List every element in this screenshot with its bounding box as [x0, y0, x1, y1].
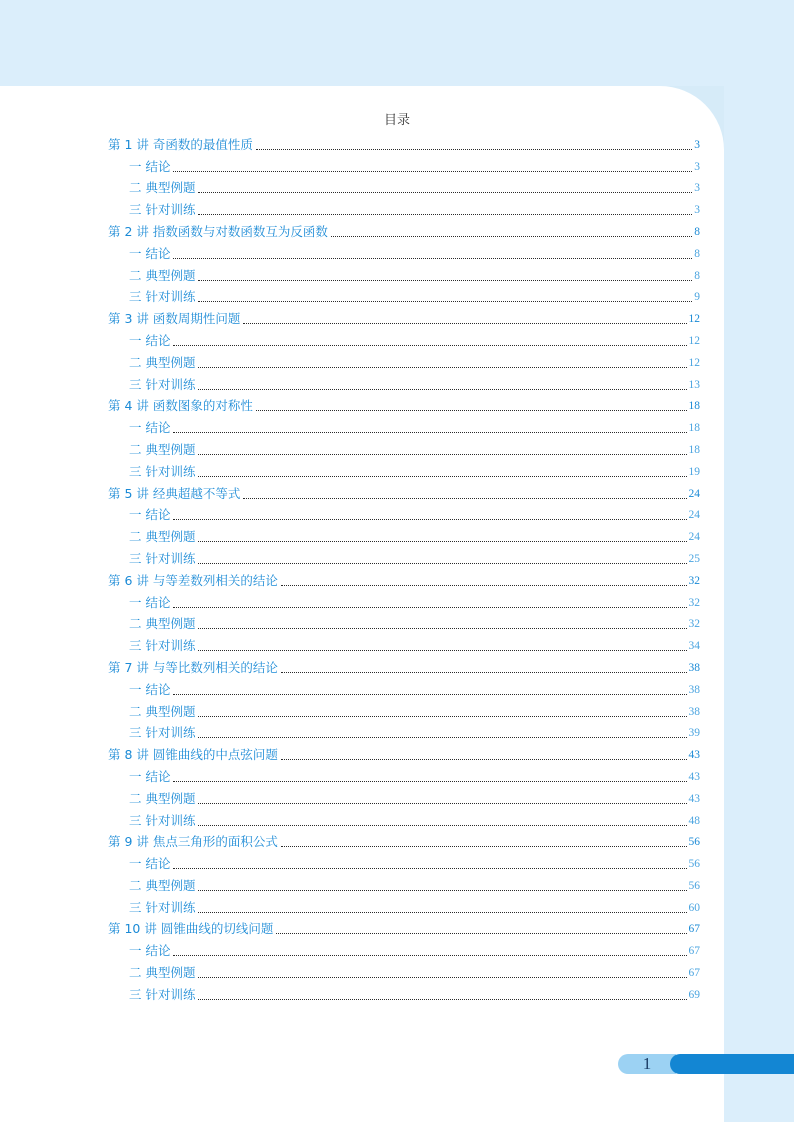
- dot-leader: [173, 955, 686, 956]
- dot-leader: [173, 258, 692, 259]
- toc-section-entry[interactable]: [108, 852, 700, 874]
- dot-leader: [198, 301, 692, 302]
- toc-entry-label: 一 结论: [129, 332, 171, 348]
- toc-entry-label: 一 结论: [129, 158, 171, 174]
- toc-entry-page: 24: [688, 487, 700, 500]
- toc-chapter-entry[interactable]: [108, 831, 700, 853]
- toc-entry-page: 67: [688, 967, 700, 980]
- toc-entry-label: 三 针对训练: [129, 725, 196, 741]
- dot-leader: [256, 149, 692, 150]
- toc-entry-label: 第 2 讲 指数函数与对数函数互为反函数: [108, 223, 328, 239]
- toc-entry-label: 二 典型例题: [129, 180, 196, 196]
- toc-section-entry[interactable]: [108, 613, 700, 635]
- dot-leader: [198, 999, 686, 1000]
- toc-chapter-entry[interactable]: [108, 220, 700, 242]
- toc-entry-page: 32: [688, 618, 700, 631]
- toc-entry-page: 12: [688, 313, 700, 326]
- dot-leader: [198, 716, 686, 717]
- dot-leader: [198, 825, 686, 826]
- toc-entry-page: 60: [688, 901, 700, 914]
- toc-chapter-entry[interactable]: [108, 395, 700, 417]
- toc-section-entry[interactable]: [108, 460, 700, 482]
- dot-leader: [198, 454, 686, 455]
- toc-entry-label: 二 典型例题: [129, 790, 196, 806]
- toc-entry-page: 12: [688, 334, 700, 347]
- toc-section-entry[interactable]: [108, 416, 700, 438]
- toc-section-entry[interactable]: [108, 155, 700, 177]
- toc-entry-label: 第 8 讲 圆锥曲线的中点弦问题: [108, 747, 278, 763]
- toc-entry-label: 一 结论: [129, 856, 171, 872]
- toc-chapter-entry[interactable]: [108, 918, 700, 940]
- toc-section-entry[interactable]: [108, 177, 700, 199]
- toc-chapter-entry[interactable]: [108, 743, 700, 765]
- dot-leader: [281, 672, 687, 673]
- toc-entry-page: 9: [694, 291, 700, 304]
- dot-leader: [198, 367, 686, 368]
- toc-entry-page: 8: [694, 247, 700, 260]
- toc-entry-page: 12: [688, 356, 700, 369]
- dot-leader: [198, 192, 692, 193]
- toc-entry-page: 38: [688, 705, 700, 718]
- toc-entry-page: 3: [694, 160, 700, 173]
- toc-section-entry[interactable]: [108, 722, 700, 744]
- toc-section-entry[interactable]: [108, 329, 700, 351]
- toc-entry-label: 第 1 讲 奇函数的最值性质: [108, 136, 253, 152]
- toc-section-entry[interactable]: [108, 874, 700, 896]
- toc-entry-page: 18: [688, 400, 700, 413]
- toc-entry-label: 第 5 讲 经典超越不等式: [108, 485, 241, 501]
- toc-section-entry[interactable]: [108, 525, 700, 547]
- toc-section-entry[interactable]: [108, 591, 700, 613]
- dot-leader: [281, 759, 687, 760]
- toc-entry-page: 8: [694, 225, 700, 238]
- toc-section-entry[interactable]: [108, 634, 700, 656]
- dot-leader: [198, 476, 686, 477]
- toc-entry-label: 第 7 讲 与等比数列相关的结论: [108, 659, 278, 675]
- toc-entry-page: 48: [688, 814, 700, 827]
- toc-entry-page: 24: [688, 509, 700, 522]
- toc-entry-label: 二 典型例题: [129, 616, 196, 632]
- dot-leader: [198, 563, 686, 564]
- toc-entry-label: 第 9 讲 焦点三角形的面积公式: [108, 834, 278, 850]
- dot-leader: [198, 977, 686, 978]
- toc-entry-label: 二 典型例题: [129, 354, 196, 370]
- toc-entry-page: 32: [688, 574, 700, 587]
- toc-entry-label: 三 针对训练: [129, 550, 196, 566]
- toc-entry-page: 38: [688, 683, 700, 696]
- toc-chapter-entry[interactable]: [108, 133, 700, 155]
- toc-entry-label: 三 针对训练: [129, 638, 196, 654]
- dot-leader: [198, 541, 686, 542]
- side-band: [724, 86, 794, 1122]
- dot-leader: [243, 323, 686, 324]
- dot-leader: [281, 585, 687, 586]
- toc-entry-label: 一 结论: [129, 681, 171, 697]
- toc-section-entry[interactable]: [108, 286, 700, 308]
- dot-leader: [173, 694, 686, 695]
- toc-chapter-entry[interactable]: [108, 569, 700, 591]
- dot-leader: [198, 650, 686, 651]
- toc-section-entry[interactable]: [108, 351, 700, 373]
- header-band: [0, 0, 794, 86]
- toc-entry-page: 24: [688, 531, 700, 544]
- toc-entry-page: 8: [694, 269, 700, 282]
- toc-entry-label: 三 针对训练: [129, 899, 196, 915]
- page-number: 1: [642, 1054, 652, 1073]
- toc-section-entry[interactable]: [108, 198, 700, 220]
- toc-entry-page: 3: [694, 182, 700, 195]
- toc-entry-label: 第 3 讲 函数周期性问题: [108, 311, 241, 327]
- toc-entry-label: 三 针对训练: [129, 202, 196, 218]
- toc-entry-page: 3: [694, 138, 700, 151]
- toc-chapter-entry[interactable]: [108, 482, 700, 504]
- toc-section-entry[interactable]: [108, 373, 700, 395]
- toc-entry-page: 18: [688, 443, 700, 456]
- toc-entry-page: 56: [688, 858, 700, 871]
- toc-entry-page: 34: [688, 640, 700, 653]
- toc-entry-label: 一 结论: [129, 420, 171, 436]
- dot-leader: [276, 933, 686, 934]
- toc-section-entry[interactable]: [108, 765, 700, 787]
- toc-entry-label: 三 针对训练: [129, 376, 196, 392]
- table-of-contents: [108, 133, 700, 1005]
- toc-section-entry[interactable]: [108, 787, 700, 809]
- toc-chapter-entry[interactable]: [108, 656, 700, 678]
- toc-entry-page: 43: [688, 749, 700, 762]
- toc-entry-page: 13: [688, 378, 700, 391]
- toc-entry-label: 二 典型例题: [129, 267, 196, 283]
- dot-leader: [331, 236, 692, 237]
- toc-entry-page: 25: [688, 552, 700, 565]
- toc-entry-page: 56: [688, 836, 700, 849]
- toc-entry-label: 二 典型例题: [129, 965, 196, 981]
- toc-entry-page: 19: [688, 465, 700, 478]
- toc-entry-label: 二 典型例题: [129, 441, 196, 457]
- toc-entry-label: 一 结论: [129, 507, 171, 523]
- toc-entry-label: 第 4 讲 函数图象的对称性: [108, 398, 253, 414]
- dot-leader: [173, 781, 686, 782]
- dot-leader: [173, 171, 692, 172]
- toc-section-entry[interactable]: [108, 700, 700, 722]
- toc-section-entry[interactable]: [108, 242, 700, 264]
- toc-entry-label: 一 结论: [129, 768, 171, 784]
- toc-entry-page: 38: [688, 661, 700, 674]
- toc-section-entry[interactable]: [108, 504, 700, 526]
- dot-leader: [281, 846, 687, 847]
- toc-entry-label: 第 6 讲 与等差数列相关的结论: [108, 572, 278, 588]
- toc-section-entry[interactable]: [108, 678, 700, 700]
- toc-entry-page: 67: [688, 923, 700, 936]
- toc-title: 目录: [383, 113, 410, 128]
- dot-leader: [198, 389, 686, 390]
- toc-entry-label: 三 针对训练: [129, 812, 196, 828]
- toc-entry-page: 32: [688, 596, 700, 609]
- toc-entry-page: 69: [688, 988, 700, 1001]
- toc-entry-label: 二 典型例题: [129, 529, 196, 545]
- toc-section-entry[interactable]: [108, 264, 700, 286]
- toc-entry-page: 56: [688, 879, 700, 892]
- toc-section-entry[interactable]: [108, 961, 700, 983]
- dot-leader: [198, 803, 686, 804]
- dot-leader: [173, 607, 686, 608]
- dot-leader: [198, 628, 686, 629]
- toc-entry-label: 三 针对训练: [129, 986, 196, 1002]
- dot-leader: [173, 868, 686, 869]
- dot-leader: [198, 890, 686, 891]
- toc-entry-label: 三 针对训练: [129, 289, 196, 305]
- toc-entry-label: 三 针对训练: [129, 463, 196, 479]
- toc-section-entry[interactable]: [108, 809, 700, 831]
- toc-section-entry[interactable]: [108, 547, 700, 569]
- toc-entry-label: 二 典型例题: [129, 703, 196, 719]
- dot-leader: [198, 912, 686, 913]
- toc-entry-label: 第 10 讲 圆锥曲线的切线问题: [108, 921, 274, 937]
- page-footer-bar: [670, 1054, 794, 1074]
- dot-leader: [243, 498, 686, 499]
- toc-section-entry[interactable]: [108, 939, 700, 961]
- toc-section-entry[interactable]: [108, 438, 700, 460]
- dot-leader: [198, 280, 692, 281]
- toc-entry-page: 18: [688, 422, 700, 435]
- toc-entry-page: 43: [688, 792, 700, 805]
- toc-entry-page: 43: [688, 770, 700, 783]
- toc-entry-label: 一 结论: [129, 245, 171, 261]
- toc-entry-label: 二 典型例题: [129, 877, 196, 893]
- dot-leader: [198, 737, 686, 738]
- toc-section-entry[interactable]: [108, 983, 700, 1005]
- toc-entry-page: 67: [688, 945, 700, 958]
- toc-entry-label: 一 结论: [129, 594, 171, 610]
- toc-section-entry[interactable]: [108, 896, 700, 918]
- dot-leader: [173, 519, 686, 520]
- dot-leader: [173, 345, 686, 346]
- dot-leader: [198, 214, 692, 215]
- toc-entry-page: 39: [688, 727, 700, 740]
- toc-entry-label: 一 结论: [129, 943, 171, 959]
- dot-leader: [256, 410, 687, 411]
- toc-chapter-entry[interactable]: [108, 307, 700, 329]
- toc-entry-page: 3: [694, 204, 700, 217]
- dot-leader: [173, 432, 686, 433]
